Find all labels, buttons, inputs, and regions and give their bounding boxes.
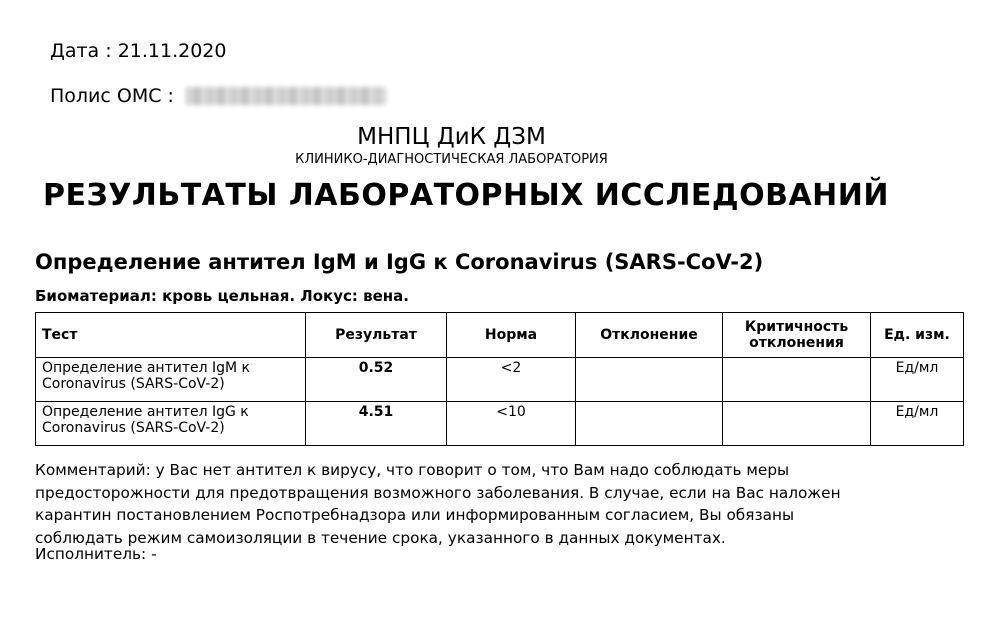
cell-deviation xyxy=(576,402,723,446)
table-header-row xyxy=(36,313,964,358)
cell-test: Определение антител IgM к Coronavirus (SARS-CoV-2) xyxy=(36,358,306,402)
cell-criticality xyxy=(723,402,871,446)
policy-label: Полис ОМС : xyxy=(50,85,180,107)
cell-deviation xyxy=(576,358,723,402)
lab-name: КЛИНИКО-ДИАГНОСТИЧЕСКАЯ ЛАБОРАТОРИЯ xyxy=(295,152,608,167)
document-title: РЕЗУЛЬТАТЫ ЛАБОРАТОРНЫХ ИССЛЕДОВАНИЙ xyxy=(43,178,889,213)
date-label: Дата : xyxy=(50,40,118,62)
date-line xyxy=(50,40,226,62)
cell-result: 4.51 xyxy=(306,402,447,446)
column-header-criticality: Критичность отклонения xyxy=(723,313,871,358)
table-row xyxy=(36,402,964,446)
column-header-result: Результат xyxy=(306,313,447,358)
column-header-deviation: Отклонение xyxy=(576,313,723,358)
results-table xyxy=(35,312,964,446)
cell-criticality xyxy=(723,358,871,402)
policy-number-redacted xyxy=(186,87,386,105)
cell-unit: Ед/мл xyxy=(871,402,964,446)
cell-norm: <10 xyxy=(447,402,576,446)
cell-result: 0.52 xyxy=(306,358,447,402)
test-title: Определение антител IgM и IgG к Coronavirus (SARS-CoV-2) xyxy=(35,250,764,274)
cell-unit: Ед/мл xyxy=(871,358,964,402)
cell-test: Определение антител IgG к Coronavirus (SARS-CoV-2) xyxy=(36,402,306,446)
org-name: МНПЦ ДиК ДЗМ xyxy=(357,124,546,150)
column-header-test: Тест xyxy=(36,313,306,358)
column-header-unit: Ед. изм. xyxy=(871,313,964,358)
executor-line: Исполнитель: - xyxy=(35,545,157,563)
date-value: 21.11.2020 xyxy=(117,40,227,62)
cell-norm: <2 xyxy=(447,358,576,402)
column-header-norm: Норма xyxy=(447,313,576,358)
comment-text: Комментарий: у Вас нет антител к вирусу, что говорит о том, что Вам надо соблюдать меры предосторожности для предотвращения возможного заболевания. В случае, если на Вас наложен карантин постановлением Роспотребнадзора или информированным согласием, Вы обязаны соблюдать режим самоизоляции в течение срока, указанного в данных документах. xyxy=(35,461,841,547)
table-row xyxy=(36,358,964,402)
biomaterial-line: Биоматериал: кровь цельная. Локус: вена. xyxy=(35,287,409,305)
policy-line xyxy=(50,85,386,107)
